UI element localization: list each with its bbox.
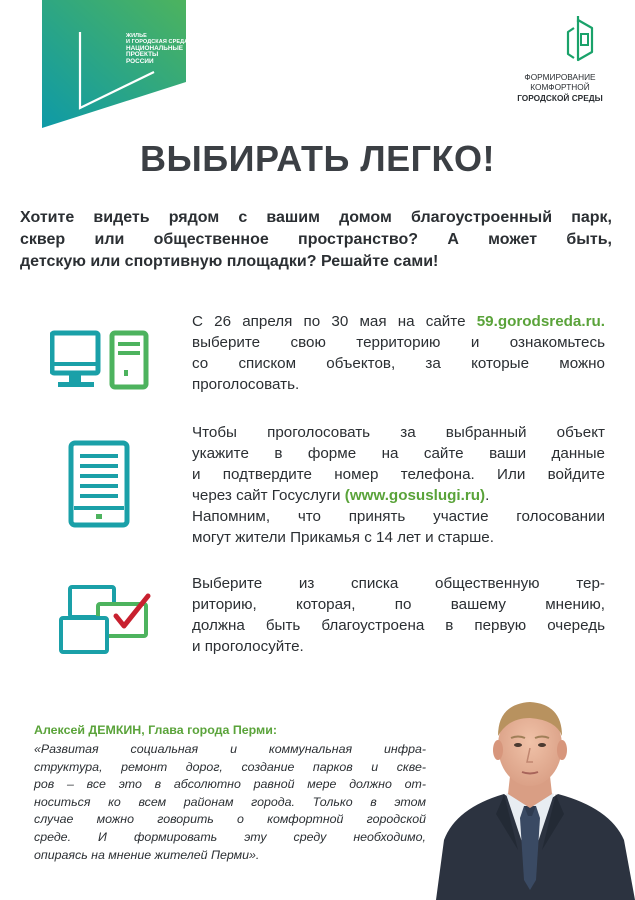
- portrait-photo: [426, 690, 635, 900]
- step-2-line-text: через сайт Госуслуги: [192, 487, 345, 504]
- comfort-city-text: [505, 72, 615, 103]
- quote-line: «Развитая социальная и коммунальная инфра-: [34, 742, 426, 756]
- quote-text: [34, 741, 426, 864]
- gosuslugi-link[interactable]: (www.gosuslugi.ru): [344, 487, 486, 504]
- page-title: ВЫБИРАТЬ ЛЕГКО!: [139, 138, 496, 179]
- gorodsreda-link[interactable]: 59.gorodsreda.ru.: [476, 313, 605, 330]
- step-2-line: укажите в форме на сайте ваши данные: [192, 445, 605, 462]
- comfort-city-icon: [564, 14, 598, 66]
- quote-line: среде. И формировать эту среду необходимо,: [34, 829, 426, 844]
- step-3-line: должна быть благоустроена в первую очередь: [192, 617, 605, 634]
- lead-line: Хотите видеть рядом с вашим домом благоустроенный парк,: [20, 209, 612, 226]
- step-2-line: могут жители Прикамья с 14 лет и старше.: [192, 529, 494, 546]
- computer-icon: [50, 330, 150, 390]
- np-line: ПРОЕКТЫ: [126, 51, 159, 59]
- step-2-line: Чтобы проголосовать за выбранный объект: [192, 424, 605, 441]
- quote-line: структура, ремонт дорог, создание парков и скве-: [34, 759, 426, 774]
- step-1-line: [192, 311, 605, 332]
- lead-paragraph: [20, 207, 612, 273]
- step-3-line: и проголосуйте.: [192, 638, 304, 655]
- checked-windows-icon: [58, 584, 154, 656]
- step-1-line: проголосовать.: [192, 376, 300, 393]
- step-3-line: риторию, которая, по вашему мнению,: [192, 596, 605, 613]
- comfort-city-line: ГОРОДСКОЙ СРЕДЫ: [517, 92, 603, 103]
- np-line: НАЦИОНАЛЬНЫЕ: [126, 44, 183, 52]
- quote-line: ров – все это в абсолютно равной мере должно от-: [34, 777, 426, 792]
- step-1-line: со списком объектов, за которые можно: [192, 355, 605, 372]
- quote-line: случае можно говорить о комфортной городской: [34, 812, 426, 827]
- national-projects-logo: [42, 0, 189, 128]
- comfort-city-line: ФОРМИРОВАНИЕ: [524, 72, 596, 82]
- tablet-icon: [68, 440, 130, 528]
- national-projects-text: [126, 34, 206, 66]
- step-2-line: Напомним, что принять участие голосовании: [192, 508, 605, 525]
- quote-author: Алексей ДЕМКИН, Глава города Перми:: [34, 723, 277, 737]
- step-3-text: [192, 573, 605, 657]
- step-2-line-end: .: [485, 487, 490, 504]
- comfort-city-line: КОМФОРТНОЙ: [530, 82, 590, 93]
- step-1-text: [192, 311, 605, 395]
- quote-line: опираясь на мнение жителей Перми».: [34, 847, 260, 862]
- step-2-line: [192, 485, 605, 506]
- np-line: РОССИИ: [126, 57, 154, 65]
- np-line: ЖИЛЬЕ: [126, 33, 147, 39]
- np-line: И ГОРОДСКАЯ СРЕДА: [126, 38, 189, 45]
- quote-line: носиться ко всем районам города. Только в этом: [34, 794, 426, 809]
- lead-line: детскую или спортивную площадки? Решайте сами!: [20, 253, 439, 270]
- step-1-line: выберите свою территорию и ознакомьтесь: [192, 334, 605, 351]
- step-2-line: и подтвердите номер телефона. Или войдите: [192, 466, 605, 483]
- lead-line: сквер или общественное пространство? А может быть,: [20, 231, 612, 248]
- step-2-text: [192, 422, 605, 548]
- step-3-line: Выберите из списка общественную тер-: [192, 575, 605, 592]
- step-1-line-text: С 26 апреля по 30 мая на сайте: [192, 313, 477, 330]
